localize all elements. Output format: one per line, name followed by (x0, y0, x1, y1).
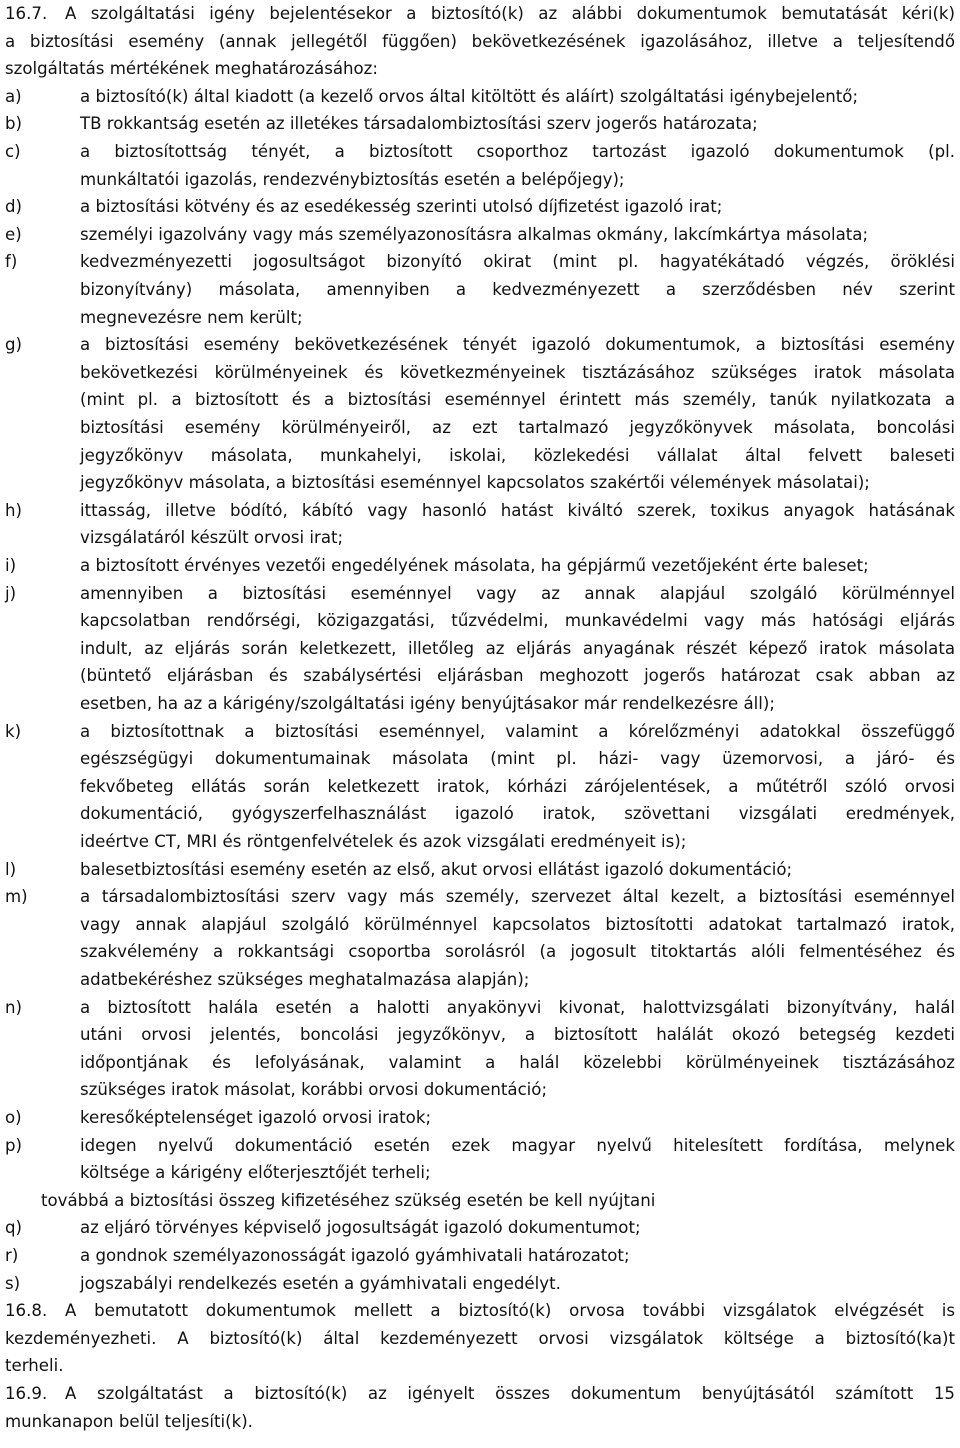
list-item-line (5, 828, 955, 856)
section-text: A bemutatott dokumentumok mellett a biztosító(k) orvosa további vizsgálatok elvégzését is (65, 1301, 955, 1320)
list-item-label: m) (5, 887, 28, 906)
list-item-text: kedvezményezetti jogosultságot bizonyító okirat (mint pl. hagyatékátadó végzés, öröklési (80, 252, 955, 271)
list-item-text: idegen nyelvű dokumentáció esetén ezek magyar nyelvű hitelesített fordítása, melynek (80, 1136, 955, 1155)
list-item-text: munkáltatói igazolás, rendezvénybiztosítás esetén a belépőjegy); (80, 170, 625, 189)
list-item-line (5, 690, 955, 718)
list-item-line (5, 1270, 955, 1298)
list-item-line (5, 911, 955, 939)
list-item-label: r) (5, 1246, 19, 1265)
list-item-line (5, 1076, 955, 1104)
list-item-line (5, 497, 955, 525)
section-line (5, 1408, 955, 1436)
list-item-label: h) (5, 501, 22, 520)
list-item-text: szakvélemény a rokkantsági csoportba sorolásról (a jogosult titoktartás alóli felmentéséhez és (80, 942, 955, 961)
list-item-line (5, 138, 955, 166)
list-item-text: kapcsolatban rendőrségi, közigazgatási, tűzvédelmi, munkavédelmi vagy más hatósági eljárás (80, 611, 955, 630)
list-item-line (5, 166, 955, 194)
list-item-line (5, 331, 955, 359)
list-item-text: keresőképtelenséget igazoló orvosi iratok; (80, 1108, 432, 1127)
list-item-line (5, 662, 955, 690)
list-item-label: n) (5, 998, 22, 1017)
list-item-text: balesetbiztosítási esemény esetén az első, akut orvosi ellátást igazoló dokumentáció; (80, 860, 793, 879)
list-item-text: ittasság, illetve bódító, kábító vagy hasonló hatást kiváltó szerek, toxikus anyagok hatásának (80, 501, 955, 520)
list-item-label: s) (5, 1274, 21, 1293)
list-item-text: adatbekéréshez szükséges meghatalmazása alapján); (80, 970, 530, 989)
list-item-line (5, 1021, 955, 1049)
list-item-line (5, 442, 955, 470)
list-item-line (5, 414, 955, 442)
list-item-text: ideértve CT, MRI és röntgenfelvételek és azok vizsgálati eredményeit is); (80, 832, 687, 851)
section-number: 16.7. (5, 4, 48, 23)
section-text: A szolgáltatást a biztosító(k) az igényelt összes dokumentum benyújtásától számított 15 (65, 1384, 955, 1403)
list-item-line (5, 524, 955, 552)
list-item-line (5, 1132, 955, 1160)
list-item-text: a gondnok személyazonosságát igazoló gyámhivatali határozatot; (80, 1246, 630, 1265)
list-item-text: a biztosítottnak a biztosítási eseménnyel, valamint a kórelőzményi adatokkal összefüggő (80, 722, 955, 741)
list-item-line (5, 938, 955, 966)
list-item-text: amennyiben a biztosítási eseménnyel vagy az annak alapjául szolgáló körülménnyel (80, 584, 955, 603)
section-line (5, 1325, 955, 1353)
list-item-text: személyi igazolvány vagy más személyazonosításra alkalmas okmány, lakcímkártya másolata; (80, 225, 869, 244)
list-item-label: f) (5, 252, 18, 271)
list-item-text: vizsgálatáról készült orvosi irat; (80, 528, 344, 547)
list-item-line (5, 221, 955, 249)
section-text: szolgáltatás mértékének meghatározásához: (5, 59, 378, 78)
list-item-label: j) (5, 584, 17, 603)
section-text: A szolgáltatási igény bejelentésekor a biztosító(k) az alábbi dokumentumok bemutatását kéri(k) (65, 4, 955, 23)
section-line (5, 1297, 955, 1325)
list-item-label: a) (5, 87, 22, 106)
list-item-line (5, 856, 955, 884)
list-item-line (5, 469, 955, 497)
list-item-text: időpontjának és lefolyásának, valamint a halál közelebbi körülményeinek tisztázásához (80, 1053, 955, 1072)
list-item-label: p) (5, 1136, 23, 1155)
list-item-line (5, 276, 955, 304)
list-item-line (5, 718, 955, 746)
list-item-label: c) (5, 142, 21, 161)
list-item-label: g) (5, 335, 23, 354)
list-item-text: a biztosítási esemény bekövetkezésének tényét igazoló dokumentumok, a biztosítási esemény (80, 335, 955, 354)
list-item-text: bekövetkezési körülményeinek és következményeinek tisztázásához szükséges iratok másolata (80, 363, 955, 382)
list-item-text: jogszabályi rendelkezés esetén a gyámhivatali engedélyt. (80, 1274, 561, 1293)
list-item-line (5, 883, 955, 911)
list-item-text: (büntető eljárásban és szabálysértési eljárásban meghozott jogerős határozat csak abban az (80, 666, 955, 685)
list-item-text: biztosítási esemény körülményeiről, az ezt tartalmazó jegyzőkönyvek másolata, boncolási (80, 418, 955, 437)
list-item-line (5, 1242, 955, 1270)
list-item-text: vagy annak alapjául szolgáló körülménnyel kapcsolatos biztosítotti adatokat tartalmazó iratok, (80, 915, 955, 934)
list-item-text: szükséges iratok másolat, korábbi orvosi dokumentáció; (80, 1080, 548, 1099)
list-item-text: a biztosítási kötvény és az esedékesség szerinti utolsó díjfizetést igazoló irat; (80, 197, 723, 216)
list-item-text: TB rokkantság esetén az illetékes társadalombiztosítási szerv jogerős határozata; (80, 114, 758, 133)
list-item-text: fekvőbeteg ellátás során keletkezett iratok, kórházi zárójelentések, a műtétről szóló orvosi (80, 777, 955, 796)
section-line (5, 1352, 955, 1380)
list-item-line (5, 800, 955, 828)
list-item-line (5, 193, 955, 221)
list-item-text: egészségügyi dokumentumainak másolata (mint pl. házi- vagy üzemorvosi, a járó- és (80, 749, 955, 768)
list-item-line (5, 745, 955, 773)
list-item-label: l) (5, 860, 17, 879)
list-item-label: o) (5, 1108, 22, 1127)
list-item-line (5, 83, 955, 111)
list-item-label: i) (5, 556, 17, 575)
list-item-line (5, 1049, 955, 1077)
list-item-text: a biztosított érvényes vezetői engedélyének másolata, ha gépjármű vezetőjeként érte baleset; (80, 556, 869, 575)
list-item-line (5, 607, 955, 635)
list-item-line (5, 1214, 955, 1242)
section-text: munkanapon belül teljesíti(k). (5, 1412, 253, 1431)
list-item-label: d) (5, 197, 23, 216)
list-item-line (5, 1104, 955, 1132)
section-text: terheli. (5, 1356, 64, 1375)
list-item-line (5, 773, 955, 801)
list-item-line (5, 966, 955, 994)
section-text: kezdeményezheti. A biztosító(k) által kezdeményezett orvosi vizsgálatok költsége a biztosító(ka)t (5, 1329, 955, 1348)
list-item-text: esetben, ha az a kárigény/szolgáltatási igény benyújtásakor már rendelkezésre áll); (80, 694, 775, 713)
list-item-line (5, 304, 955, 332)
continuation-text: továbbá a biztosítási összeg kifizetéséhez szükség esetén be kell nyújtani (41, 1191, 656, 1210)
list-item-text: költsége a kárigény előterjesztőjét terheli; (80, 1163, 431, 1182)
list-item-text: a biztosított halála esetén a halotti anyakönyvi kivonat, halottvizsgálati bizonyítvány, halál (80, 998, 955, 1017)
list-item-label: b) (5, 114, 23, 133)
list-item-line (5, 1159, 955, 1187)
list-item-text: a biztosítottság tényét, a biztosított csoporthoz tartozást igazoló dokumentumok (pl. (80, 142, 955, 161)
section-number: 16.9. (5, 1384, 48, 1403)
list-item-text: a társadalombiztosítási szerv vagy más személy, szervezet által kezelt, a biztosítási eseménnyel (80, 887, 955, 906)
list-item-line (5, 248, 955, 276)
list-item-line (5, 386, 955, 414)
list-item-text: utáni orvosi jelentés, boncolási jegyzőkönyv, a biztosított halálát okozó betegség kezdeti (80, 1025, 955, 1044)
section-line (5, 0, 955, 28)
list-item-text: jegyzőkönyv másolata, a biztosítási eseménnyel kapcsolatos szakértői vélemények másolatai); (80, 473, 870, 492)
list-item-text: indult, az eljárás során keletkezett, illetőleg az eljárás anyagának részét képező iratok másolata (80, 639, 955, 658)
list-item-line (5, 552, 955, 580)
list-item-label: k) (5, 722, 22, 741)
list-item-line (5, 580, 955, 608)
list-item-text: a biztosító(k) által kiadott (a kezelő orvos által kitöltött és aláírt) szolgáltatási igénybejelentő; (80, 87, 859, 106)
list-item-line (5, 994, 955, 1022)
list-item-line (5, 359, 955, 387)
continuation-line (5, 1187, 955, 1215)
list-item-text: az eljáró törvényes képviselő jogosultságát igazoló dokumentumot; (80, 1218, 641, 1237)
list-item-text: megnevezésre nem került; (80, 308, 303, 327)
list-item-label: q) (5, 1218, 23, 1237)
list-item-text: jegyzőkönyv másolata, munkahelyi, iskolai, közlekedési vállalat által felvett baleseti (80, 446, 955, 465)
section-line (5, 55, 955, 83)
list-item-text: dokumentáció, gyógyszerfelhasználást igazoló iratok, szövettani vizsgálati eredmények, (80, 804, 955, 823)
list-item-text: bizonyítvány) másolata, amennyiben a kedvezményezett a szerződésben név szerint (80, 280, 955, 299)
list-item-line (5, 635, 955, 663)
section-line (5, 28, 955, 56)
list-item-line (5, 110, 955, 138)
section-text: a biztosítási esemény (annak jellegétől függően) bekövetkezésének igazolásához, illetve a teljesítendő (5, 32, 955, 51)
section-line (5, 1380, 955, 1408)
list-item-label: e) (5, 225, 22, 244)
list-item-text: (mint pl. a biztosított és a biztosítási eseménnyel érintett más személy, tanúk nyilatkozata a (80, 390, 955, 409)
section-number: 16.8. (5, 1301, 48, 1320)
